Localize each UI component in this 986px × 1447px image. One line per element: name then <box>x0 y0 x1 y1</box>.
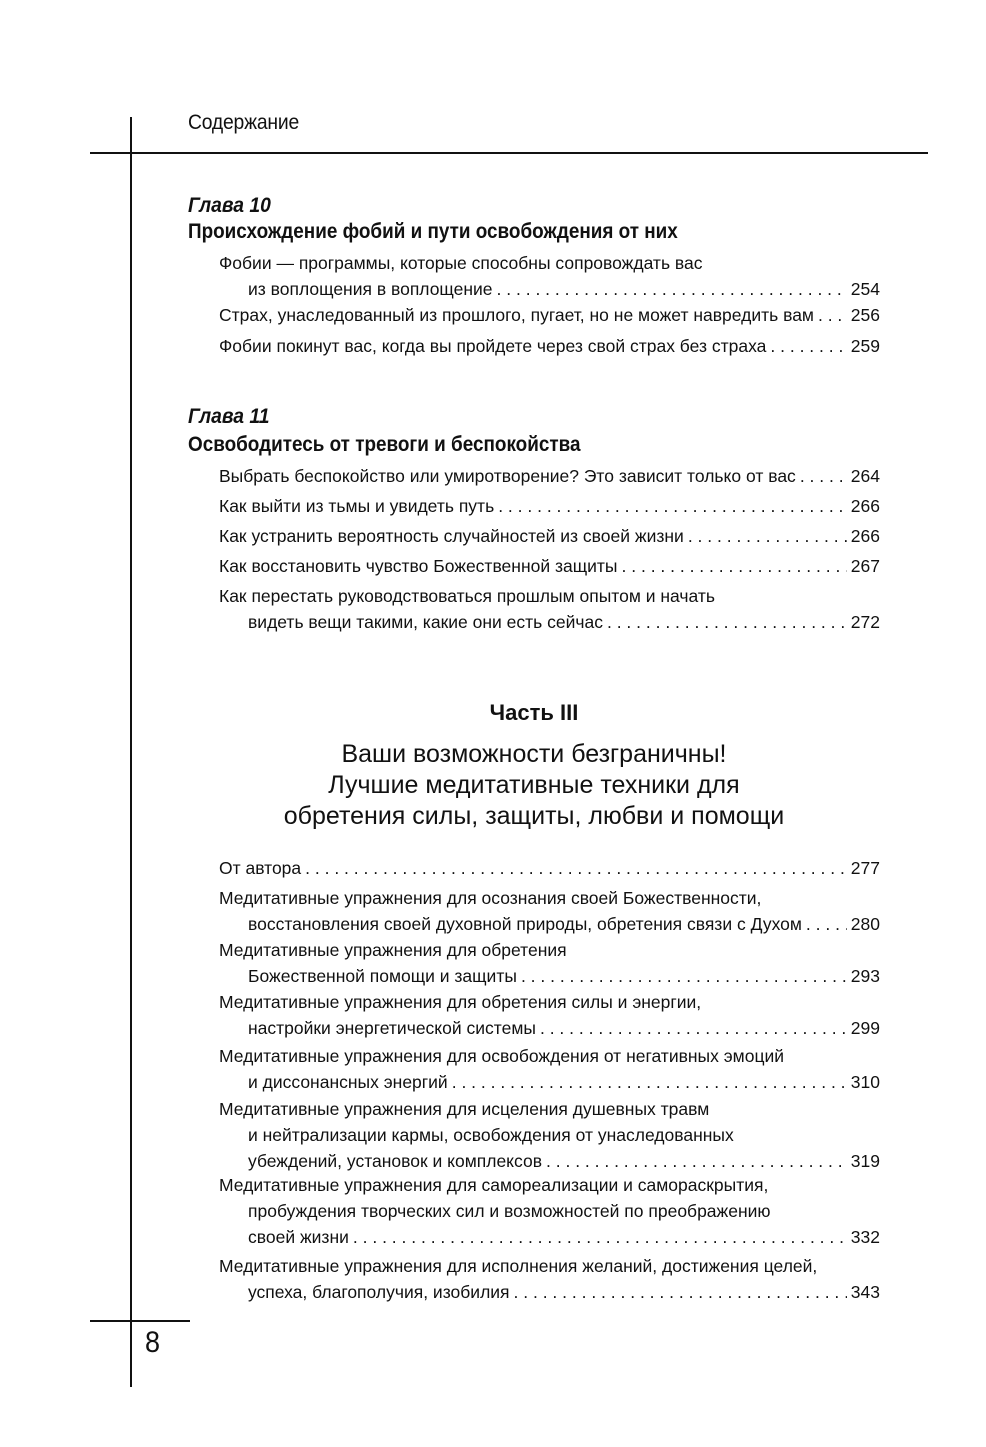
toc-entry <box>219 523 880 549</box>
toc-page-number: 259 <box>850 336 880 356</box>
toc-entry <box>219 855 880 881</box>
toc-page-number: 280 <box>850 914 880 934</box>
toc-entry-title: видеть вещи такими, какие они есть сейчас <box>248 612 603 632</box>
toc-entry-line: Медитативные упражнения для обретения силы и энергии, <box>219 992 702 1012</box>
toc-entry-line: и нейтрализации кармы, освобождения от унаследованных <box>248 1125 734 1145</box>
toc-entry <box>219 989 880 1041</box>
page-number: 8 <box>145 1326 161 1359</box>
header-rule <box>90 152 928 154</box>
chapter-10-label: Глава 10 <box>188 194 271 217</box>
toc-entry <box>219 1096 880 1174</box>
chapter-10-title: Происхождение фобий и пути освобождения от них <box>188 220 678 243</box>
toc-entry-title: Божественной помощи и защиты <box>248 966 517 986</box>
dot-leader <box>498 493 847 519</box>
toc-entry-line: Медитативные упражнения для освобождения от негативных эмоций <box>219 1046 785 1066</box>
toc-entry-title: восстановления своей духовной природы, обретения связи с Духом <box>248 914 802 934</box>
toc-entry <box>219 583 880 635</box>
dot-leader <box>497 276 847 302</box>
toc-entry <box>219 1253 880 1305</box>
toc-page-number: 277 <box>850 858 880 878</box>
toc-entry-title: Как выйти из тьмы и увидеть путь <box>219 496 495 516</box>
toc-entry <box>219 1043 880 1095</box>
toc-entry-line: Медитативные упражнения для обретения <box>219 940 567 960</box>
dot-leader <box>514 1279 847 1305</box>
toc-entry-line: Как перестать руководствоваться прошлым опытом и начать <box>219 586 715 606</box>
toc-page-number: 267 <box>850 556 880 576</box>
toc-entry-line: Медитативные упражнения для самореализации и самораскрытия, <box>219 1175 769 1195</box>
toc-entry <box>219 493 880 519</box>
toc-entry <box>219 250 880 302</box>
toc-page-number: 266 <box>850 526 880 546</box>
toc-entry-line: Медитативные упражнения для осознания своей Божественности, <box>219 888 762 908</box>
dot-leader <box>770 333 846 359</box>
dot-leader <box>521 963 847 989</box>
toc-entry-title: Как устранить вероятность случайностей из своей жизни <box>219 526 684 546</box>
margin-vertical-rule <box>130 117 132 1387</box>
toc-entry-title: убеждений, установок и комплексов <box>248 1151 543 1171</box>
toc-entry-title: Как восстановить чувство Божественной защиты <box>219 556 618 576</box>
toc-entry-line: Медитативные упражнения для исцеления душевных травм <box>219 1099 710 1119</box>
dot-leader <box>452 1069 847 1095</box>
toc-page-number: 256 <box>850 305 880 325</box>
chapter-11-title: Освободитесь от тревоги и беспокойства <box>188 433 581 456</box>
toc-entry-title: Выбрать беспокойство или умиротворение? Это зависит только от вас <box>219 466 796 486</box>
dot-leader <box>622 553 847 579</box>
dot-leader <box>546 1148 847 1174</box>
toc-entry <box>219 937 880 989</box>
dot-leader <box>800 463 847 489</box>
toc-page-number: 332 <box>850 1227 880 1247</box>
toc-entry-line: Медитативные упражнения для исполнения желаний, достижения целей, <box>219 1256 818 1276</box>
dot-leader <box>806 911 847 937</box>
dot-leader <box>353 1224 847 1250</box>
toc-entry <box>219 333 880 359</box>
toc-page-number: 293 <box>850 966 880 986</box>
toc-page-number: 254 <box>850 279 880 299</box>
part-3-subtitle-line-2: Лучшие медитативные техники для <box>328 771 740 799</box>
toc-entry-title: из воплощения в воплощение <box>248 279 493 299</box>
part-3-subtitle-line-1: Ваши возможности безграничны! <box>341 740 727 768</box>
toc-page-number: 299 <box>850 1018 880 1038</box>
toc-entry-title: Фобии покинут вас, когда вы пройдете через свой страх без страха <box>219 336 767 356</box>
toc-entry <box>219 885 880 937</box>
toc-entry-title: настройки энергетической системы <box>248 1018 536 1038</box>
toc-page-number: 310 <box>850 1072 880 1092</box>
toc-page-number: 264 <box>850 466 880 486</box>
toc-entry-title: успеха, благополучия, изобилия <box>248 1282 510 1302</box>
toc-entry-title: своей жизни <box>248 1227 349 1247</box>
toc-entry-line: пробуждения творческих сил и возможностей по преображению <box>248 1201 771 1221</box>
toc-entry <box>219 463 880 489</box>
toc-entry-line: Фобии — программы, которые способны сопровождать вас <box>219 253 703 273</box>
part-3-subtitle-line-3: обретения силы, защиты, любви и помощи <box>283 802 785 830</box>
toc-entry-title: От автора <box>219 858 302 878</box>
toc-entry <box>219 1172 880 1250</box>
toc-entry-title: и диссонансных энергий <box>248 1072 448 1092</box>
part-3-label: Часть III <box>489 700 579 725</box>
toc-page-number: 272 <box>850 612 880 632</box>
toc-entry <box>219 302 880 328</box>
toc-page-number: 343 <box>850 1282 880 1302</box>
toc-entry-title: Страх, унаследованный из прошлого, пугает, но не может навредить вам <box>219 305 814 325</box>
toc-entry <box>219 553 880 579</box>
running-header: Содержание <box>188 111 300 134</box>
chapter-11-label: Глава 11 <box>188 405 270 428</box>
dot-leader <box>305 855 847 881</box>
dot-leader <box>540 1015 847 1041</box>
dot-leader <box>688 523 847 549</box>
dot-leader <box>607 609 847 635</box>
toc-page-number: 319 <box>850 1151 880 1171</box>
toc-page-number: 266 <box>850 496 880 516</box>
dot-leader <box>818 302 847 328</box>
footer-rule <box>90 1320 190 1322</box>
